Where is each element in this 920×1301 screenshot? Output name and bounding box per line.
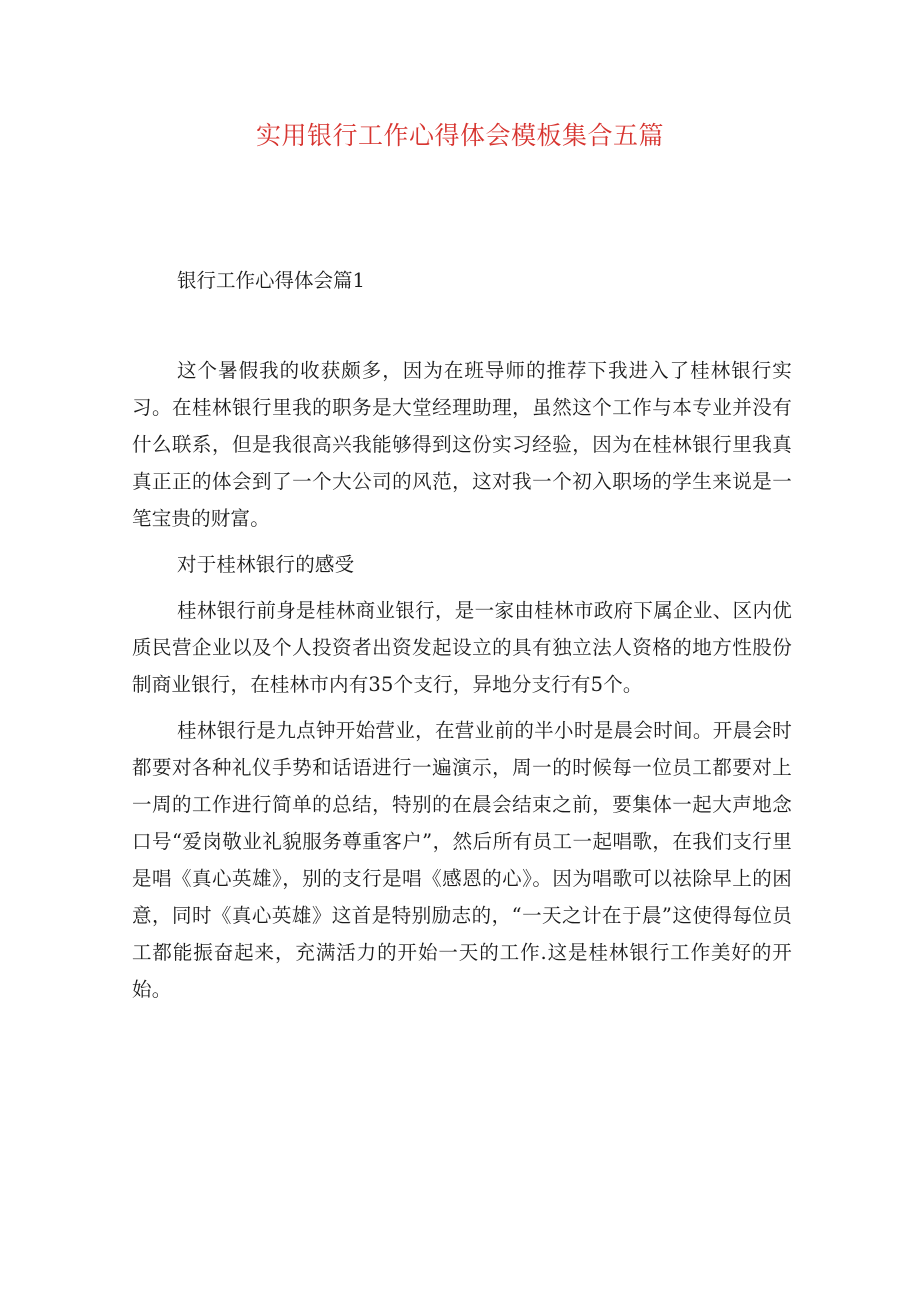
paragraph-morning-meeting: 桂林银行是九点钟开始营业，在营业前的半小时是晨会时间。开晨会时都要对各种礼仪手势和话语进行一遍演示，周一的时候每一位员工都要对上一周的工作进行简单的总结，特别的在晨会结束之前，要集体一起大声地念口号“爱岗敬业礼貌服务尊重客户”，然后所有员工一起唱歌，在我们支行里是唱《真心英雄》，别的支行是唱《感恩的心》。因为唱歌可以祛除早上的困意，同时《真心英雄》这首是特别励志的，“一天之计在于晨”这使得每位员工都能振奋起来，充满活力的开始一天的工作.这是桂林银行工作美好的开始。 (132, 719, 792, 1001)
paragraph-intro: 这个暑假我的收获颇多，因为在班导师的推荐下我进入了桂林银行实习。在桂林银行里我的职务是大堂经理助理，虽然这个工作与本专业并没有什么联系，但是我很高兴我能够得到这份实习经验，因为在桂林银行里我真真正正的体会到了一个大公司的风范，这对我一个初入职场的学生来说是一笔宝贵的财富。 (132, 359, 792, 530)
document-title: 实用银行工作心得体会模板集合五篇 (255, 121, 664, 150)
paragraph-bank-background: 桂林银行前身是桂林商业银行，是一家由桂林市政府下属企业、区内优质民营企业以及个人投资者出资发起设立的具有独立法人资格的地方性股份制商业银行，在桂林市内有35个支行，异地分支行有5个。 (132, 599, 792, 696)
subheading-bank-impression: 对于桂林银行的感受 (177, 553, 355, 576)
section-heading: 银行工作心得体会篇1 (177, 269, 365, 292)
document-body (132, 352, 792, 1017)
